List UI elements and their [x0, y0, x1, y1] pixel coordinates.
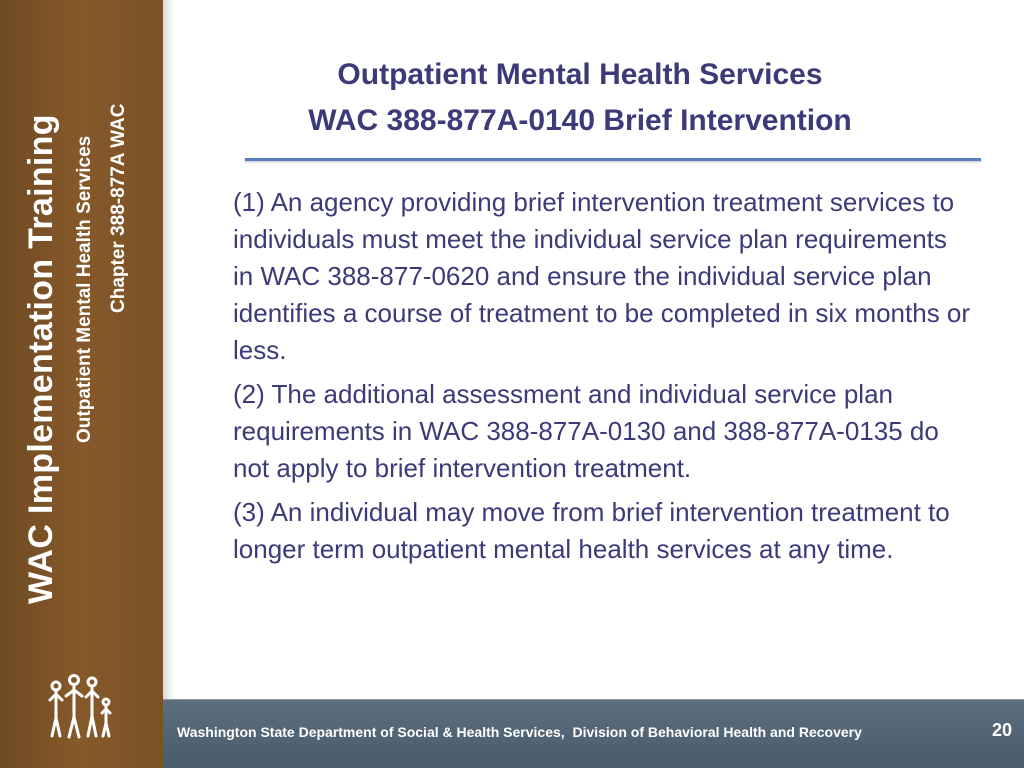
sidebar	[0, 0, 163, 768]
slide-body	[233, 184, 973, 575]
sidebar-title: WAC Implementation Training	[22, 114, 60, 604]
sidebar-shadow	[163, 0, 175, 700]
slide-title-line1: Outpatient Mental Health Services	[337, 58, 823, 91]
people-family-icon	[44, 672, 114, 742]
slide-title-line2: WAC 388-877A-0140 Brief Intervention	[308, 104, 852, 137]
title-divider	[245, 158, 981, 161]
slide-title	[200, 52, 960, 144]
page-number: 20	[991, 720, 1012, 740]
footer-bar	[163, 699, 1024, 768]
sidebar-subtitle-line1: Outpatient Mental Health Services	[74, 135, 95, 443]
footer-text: Washington State Department of Social & Health Services, Division of Behavioral Health and Recovery	[177, 724, 862, 740]
paragraph-3: (3) An individual may move from brief intervention treatment to longer term outpatient mental health services at any time.	[233, 497, 950, 564]
sidebar-subtitle-line2: Chapter 388-877A WAC	[108, 103, 129, 313]
paragraph-1: (1) An agency providing brief intervention treatment services to individuals must meet the individual service plan requirements in WAC 388-877-0620 and ensure the individual service plan identifies a course of treatment to be completed in six months or less.	[233, 187, 971, 365]
paragraph-2: (2) The additional assessment and individual service plan requirements in WAC 388-877A-0130 and 388-877A-0135 do not apply to brief intervention treatment.	[233, 379, 939, 483]
